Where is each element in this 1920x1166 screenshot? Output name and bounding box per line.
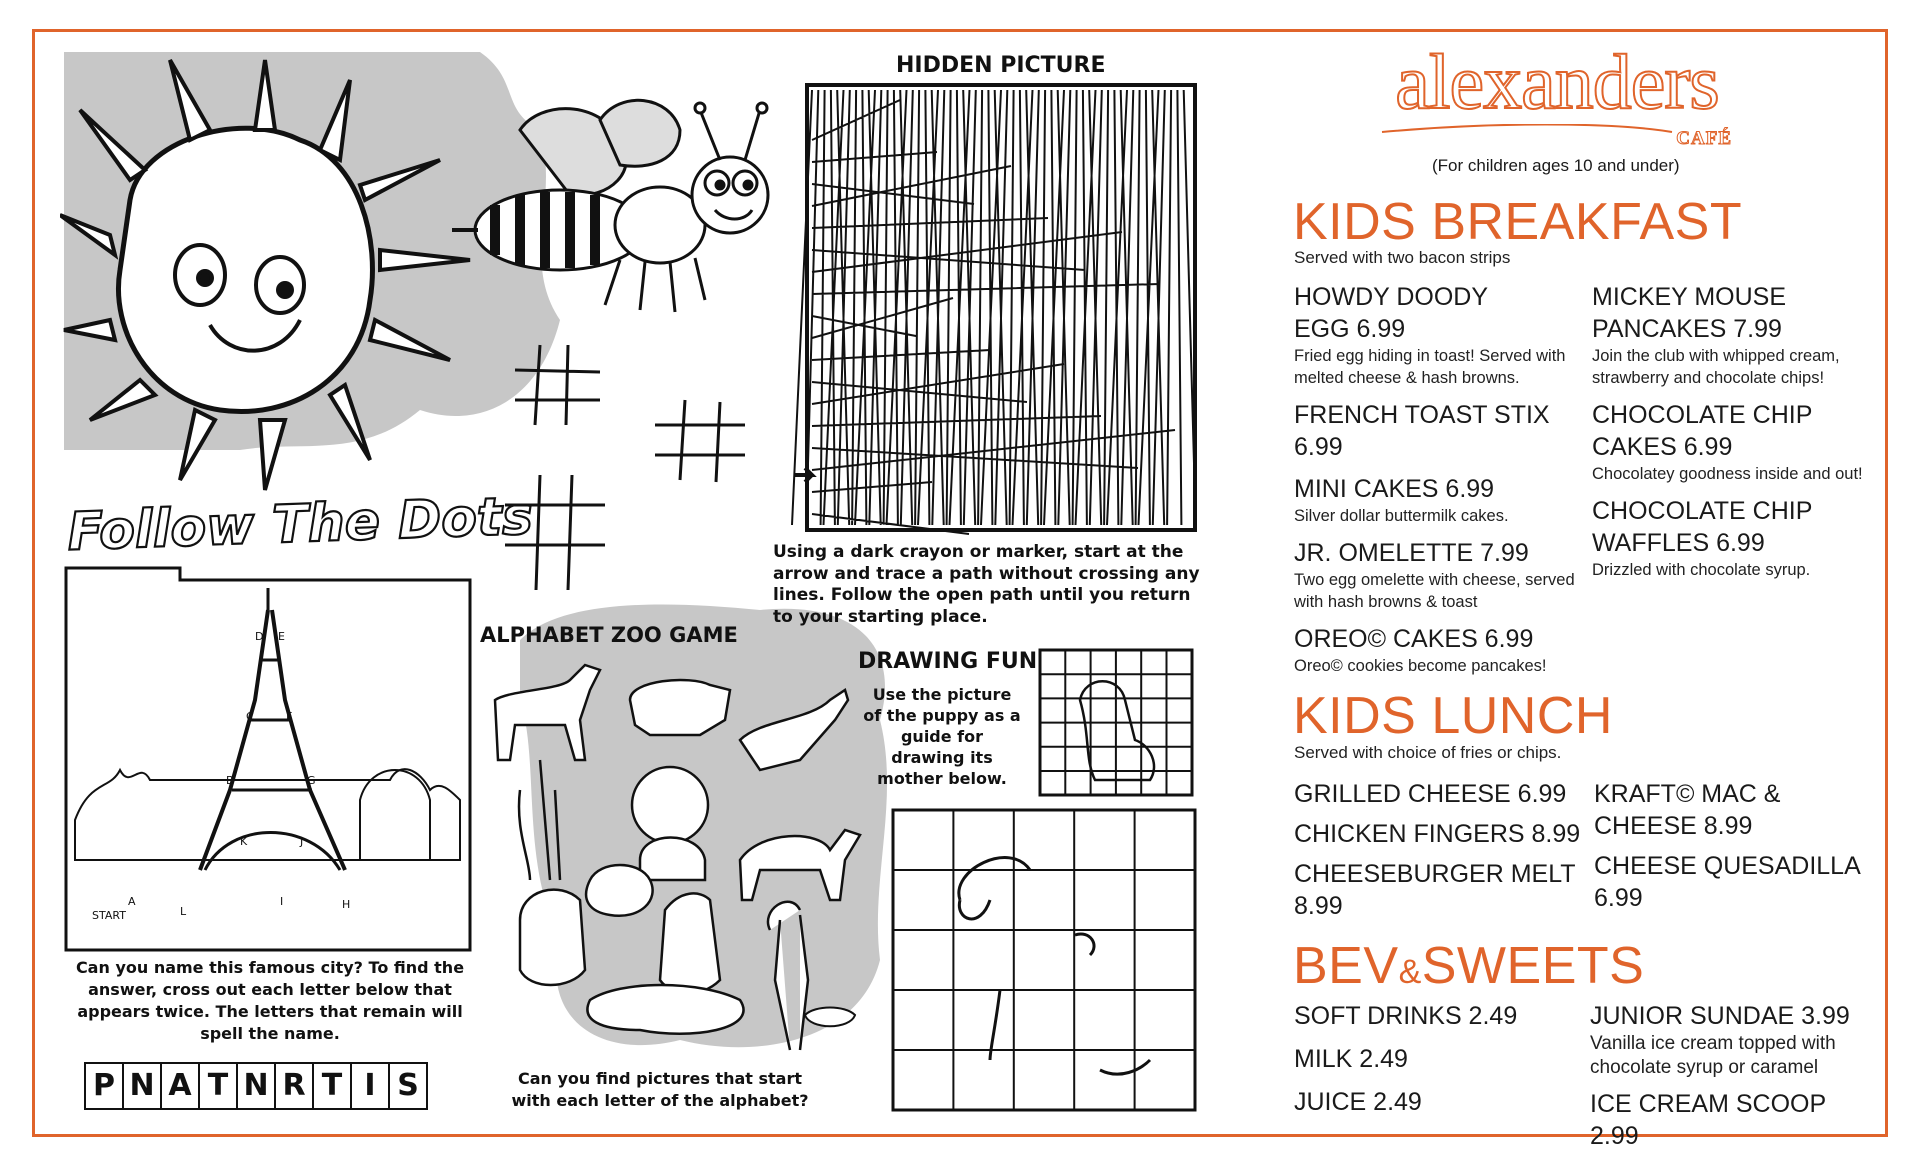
menu-item-name: WAFFLES 6.99 — [1592, 529, 1765, 557]
breakfast-right-column — [1592, 281, 1882, 591]
alphabet-zoo-title: ALPHABET ZOO GAME — [480, 623, 738, 647]
menu-item-name: EGG 6.99 — [1294, 315, 1406, 343]
dot-label-start: START — [92, 909, 126, 922]
dot-label-h: H — [342, 898, 351, 911]
dot-label-i: I — [280, 895, 284, 908]
menu-item-name: MINI CAKES 6.99 — [1294, 475, 1495, 503]
dot-label-j: J — [300, 835, 304, 848]
follow-dots-title: Follow The Dots — [66, 486, 534, 563]
city-question: Can you name this famous city? To find the answer, cross out each letter below that appears twice. The letters that remain will spell the name. — [75, 958, 465, 1043]
menu-item — [1294, 623, 1584, 677]
letter-box[interactable]: I — [352, 1064, 390, 1108]
menu-item-desc: Drizzled with chocolate syrup. — [1592, 561, 1811, 579]
breakfast-subtitle: Served with two bacon strips — [1294, 248, 1511, 267]
letter-box[interactable]: T — [314, 1064, 352, 1108]
menu-item — [1294, 281, 1584, 389]
menu-item — [1592, 495, 1882, 581]
menu-item-name: JUICE 2.49 — [1294, 1088, 1422, 1116]
letter-box[interactable]: N — [238, 1064, 276, 1108]
menu-item — [1294, 537, 1584, 613]
hidden-picture-maze — [792, 85, 1196, 534]
menu-item — [1294, 399, 1584, 463]
lunch-right-column — [1594, 778, 1884, 914]
menu-item-name: CAKES 6.99 — [1592, 433, 1733, 461]
brand-suffix: CAFÉ — [1676, 128, 1732, 149]
letter-box[interactable]: P — [86, 1064, 124, 1108]
menu-item-desc: Vanilla ice cream topped with chocolate syrup or caramel — [1590, 1033, 1836, 1078]
menu-item-desc: Join the club with whipped cream, strawberry and chocolate chips! — [1592, 347, 1840, 387]
letter-box[interactable]: R — [276, 1064, 314, 1108]
menu-item-name: HOWDY DOODY — [1294, 283, 1488, 311]
mother-drawing-grid — [893, 810, 1195, 1110]
dot-label-a: A — [128, 895, 136, 908]
breakfast-title: KIDS BREAKFAST — [1293, 193, 1743, 251]
sweets-right-column — [1590, 1000, 1880, 1152]
sweets-title-amp: & — [1398, 953, 1422, 991]
letter-box[interactable]: N — [124, 1064, 162, 1108]
breakfast-left-column — [1294, 281, 1584, 687]
letter-box[interactable]: S — [397, 1068, 419, 1103]
sweets-title-sweets: SWEETS — [1421, 937, 1645, 995]
menu-item-name: PANCAKES 7.99 — [1592, 315, 1782, 343]
letter-boxes — [84, 1062, 428, 1110]
dot-label-k: K — [240, 835, 248, 848]
menu-item-name: JUNIOR SUNDAE 3.99 — [1590, 1002, 1850, 1030]
menu-item-desc: Oreo© cookies become pancakes! — [1294, 657, 1547, 675]
nest-eggs — [805, 1008, 855, 1027]
lunch-left-column — [1294, 778, 1584, 922]
menu-item-desc: Fried egg hiding in toast! Served with melted cheese & hash browns. — [1294, 347, 1566, 387]
lunch-title: KIDS LUNCH — [1293, 687, 1613, 745]
dot-label-f: F — [286, 710, 293, 723]
menu-item — [1294, 473, 1584, 527]
sweets-title-bev: BEV — [1293, 937, 1399, 995]
menu-item — [1592, 281, 1882, 389]
menu-item-name: CHOCOLATE CHIP — [1592, 401, 1813, 429]
tic-tac-toe-grids — [505, 345, 745, 590]
brand-name: alexanders — [1395, 38, 1719, 125]
menu-item-name: CHEESE 8.99 — [1594, 812, 1753, 840]
menu-item-name: JR. OMELETTE 7.99 — [1294, 539, 1529, 567]
maze-start-arrow — [795, 468, 812, 482]
letter-box[interactable]: A — [162, 1064, 200, 1108]
menu-item-name: CHICKEN FINGERS 8.99 — [1294, 820, 1581, 848]
menu-item-name: GRILLED CHEESE 6.99 — [1294, 780, 1567, 808]
dot-label-l: L — [180, 905, 187, 918]
menu-item-name: MILK 2.49 — [1294, 1045, 1408, 1073]
menu-item-name: OREO© CAKES 6.99 — [1294, 625, 1534, 653]
eiffel-tower-panel — [66, 568, 470, 950]
alphabet-zoo-question: Can you find pictures that start with each letter of the alphabet? — [511, 1069, 809, 1110]
dot-label-d: D — [255, 630, 264, 643]
menu-item-name: CHOCOLATE CHIP — [1592, 497, 1813, 525]
sweets-left-column — [1294, 1000, 1574, 1118]
menu-item-name: ICE CREAM SCOOP 2.99 — [1590, 1090, 1826, 1150]
hidden-picture-instructions: Using a dark crayon or marker, start at the arrow and trace a path without crossing any lines. Follow the open path until you return to your starting place. — [773, 542, 1200, 627]
puppy-reference-grid — [1040, 650, 1192, 795]
menu-item-desc: Chocolatey goodness inside and out! — [1592, 465, 1863, 483]
drawing-fun-instructions: Use the picture of the puppy as a guide for drawing its mother below. — [863, 685, 1021, 788]
menu-item-name: MICKEY MOUSE — [1592, 283, 1787, 311]
menu-item-name: CHEESEBURGER MELT 8.99 — [1294, 860, 1576, 920]
brand-tagline: (For children ages 10 and under) — [1432, 156, 1680, 175]
menu-item-name: SOFT DRINKS 2.49 — [1294, 1002, 1518, 1030]
hidden-picture-title: HIDDEN PICTURE — [896, 53, 1106, 78]
dot-label-c: C — [246, 710, 254, 723]
menu-item-name: FRENCH TOAST STIX 6.99 — [1294, 401, 1550, 461]
lunch-subtitle: Served with choice of fries or chips. — [1294, 743, 1562, 762]
menu-item-name: KRAFT© MAC & — [1594, 780, 1781, 808]
menu-item-desc: Silver dollar buttermilk cakes. — [1294, 507, 1509, 525]
dot-label-g: G — [307, 774, 316, 787]
drawing-fun-title: DRAWING FUN — [858, 649, 1038, 674]
menu-item-name: CHEESE QUESADILLA 6.99 — [1594, 852, 1860, 912]
menu-item-desc: Two egg omelette with cheese, served with hash browns & toast — [1294, 571, 1575, 611]
brand-logo — [1372, 38, 1742, 162]
letter-box[interactable]: T — [200, 1064, 238, 1108]
menu-item — [1592, 399, 1882, 485]
dot-label-b: B — [226, 774, 234, 787]
dot-label-e: E — [278, 630, 285, 643]
sweets-title — [1293, 937, 1645, 995]
